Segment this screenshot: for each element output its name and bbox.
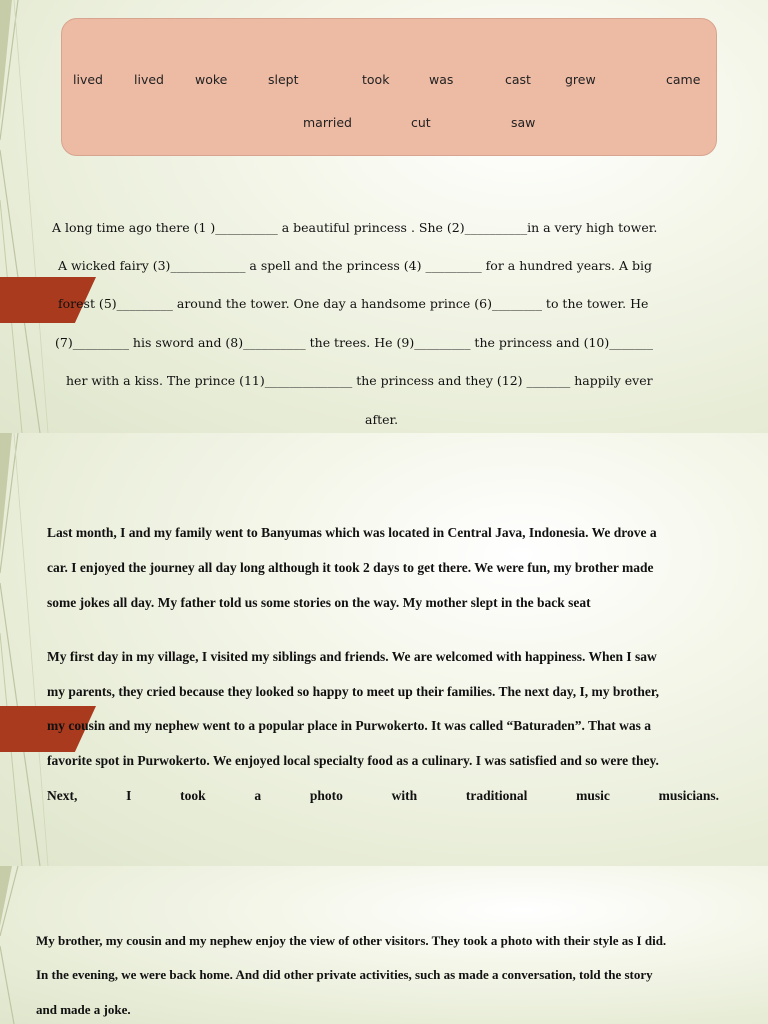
story1-line: A long time ago there (1 )__________ a beautiful princess . She (2)__________in a very high tower. bbox=[52, 220, 658, 235]
story2-p1-line: some jokes all day. My father told us some stories on the way. My mother slept in the back seat bbox=[47, 595, 591, 610]
word-bank-item: took bbox=[362, 72, 390, 87]
word-bank-box bbox=[61, 18, 717, 156]
word-bank-item: woke bbox=[195, 72, 228, 87]
story1-line: (7)_________ his sword and (8)__________ the trees. He (9)_________ the princess and (10)_______ bbox=[55, 335, 653, 350]
word: with bbox=[391, 788, 418, 803]
word: music bbox=[576, 788, 610, 803]
word: traditional bbox=[465, 788, 528, 803]
slide-1 bbox=[0, 0, 768, 433]
word: musicians. bbox=[658, 788, 719, 803]
word-bank-item: saw bbox=[511, 115, 536, 130]
story2-p1-line: car. I enjoyed the journey all day long although it took 2 days to get there. We were fun, my brother made bbox=[47, 560, 654, 575]
word-bank-item: slept bbox=[268, 72, 299, 87]
word-bank-item: lived bbox=[73, 72, 103, 87]
word-bank-item: was bbox=[429, 72, 454, 87]
story1-line: A wicked fairy (3)____________ a spell and the princess (4) _________ for a hundred years. A big bbox=[58, 258, 652, 273]
story2-p2-line: my cousin and my nephew went to a popular place in Purwokerto. It was called “Baturaden”. That was a bbox=[47, 718, 652, 733]
story1-line: her with a kiss. The prince (11)______________ the princess and they (12) _______ happily ever bbox=[66, 373, 653, 388]
word: I bbox=[126, 788, 132, 803]
word: a bbox=[254, 788, 262, 803]
story2-p2-line: my parents, they cried because they looked so happy to meet up their families. The next day, I, my brother, bbox=[47, 684, 660, 699]
story3-line: and made a joke. bbox=[36, 1002, 131, 1017]
word: took bbox=[180, 788, 206, 803]
story2-p2-line: favorite spot in Purwokerto. We enjoyed local specialty food as a culinary. I was satisfied and so were they. bbox=[47, 753, 659, 768]
slide-3 bbox=[0, 866, 768, 1024]
story1-line: forest (5)_________ around the tower. One day a handsome prince (6)________ to the tower. He bbox=[58, 296, 649, 311]
story2-justified-line bbox=[47, 788, 719, 804]
word-bank-item: came bbox=[666, 72, 701, 87]
decorative-lines bbox=[0, 0, 60, 433]
word-bank-item: lived bbox=[134, 72, 164, 87]
slide-2 bbox=[0, 433, 768, 866]
word-bank-item: grew bbox=[565, 72, 596, 87]
story3-line: In the evening, we were back home. And did other private activities, such as made a conversation, told the story bbox=[36, 967, 653, 982]
story1-line: after. bbox=[365, 412, 399, 427]
word: Next, bbox=[47, 788, 78, 803]
word-bank-item: cast bbox=[505, 72, 531, 87]
story3-line: My brother, my cousin and my nephew enjoy the view of other visitors. They took a photo with their style as I did. bbox=[36, 933, 667, 948]
story2-p1-line: Last month, I and my family went to Banyumas which was located in Central Java, Indonesia. We drove a bbox=[47, 525, 657, 540]
word-bank-item: cut bbox=[411, 115, 431, 130]
word: photo bbox=[309, 788, 343, 803]
story2-p2-line: My first day in my village, I visited my siblings and friends. We are welcomed with happiness. When I saw bbox=[47, 649, 657, 664]
word-bank-item: married bbox=[303, 115, 352, 130]
